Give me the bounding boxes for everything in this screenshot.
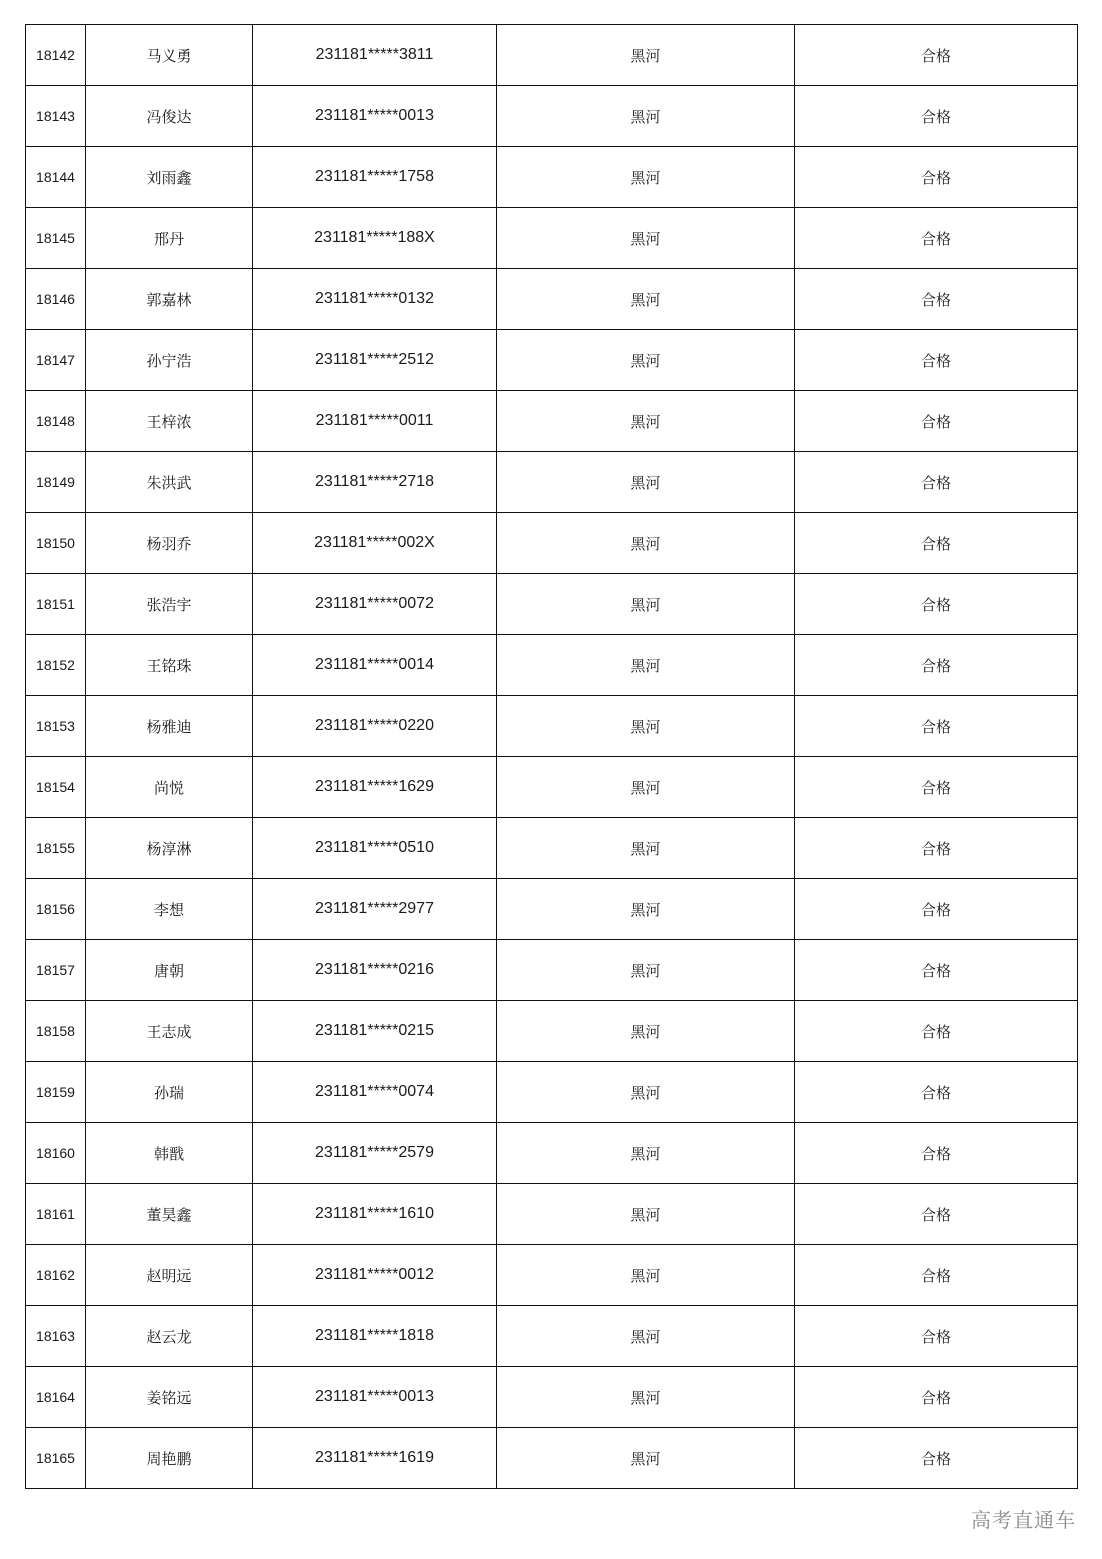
status-cell: 合格 bbox=[795, 757, 1078, 818]
region-cell: 黑河 bbox=[497, 635, 795, 696]
table-row bbox=[26, 391, 1078, 452]
id-number-cell: 231181*****2718 bbox=[253, 452, 497, 513]
row-number-cell: 18143 bbox=[26, 86, 86, 147]
region-cell: 黑河 bbox=[497, 269, 795, 330]
row-number-cell: 18153 bbox=[26, 696, 86, 757]
region-cell: 黑河 bbox=[497, 757, 795, 818]
status-cell: 合格 bbox=[795, 513, 1078, 574]
status-cell: 合格 bbox=[795, 1367, 1078, 1428]
table-row bbox=[26, 1062, 1078, 1123]
region-cell: 黑河 bbox=[497, 208, 795, 269]
name-cell: 赵云龙 bbox=[86, 1306, 253, 1367]
watermark-text: 高考直通车 bbox=[971, 1508, 1076, 1532]
id-number-cell: 231181*****0072 bbox=[253, 574, 497, 635]
region-cell: 黑河 bbox=[497, 330, 795, 391]
results-sheet bbox=[25, 24, 1077, 1489]
region-cell: 黑河 bbox=[497, 1184, 795, 1245]
region-cell: 黑河 bbox=[497, 1306, 795, 1367]
status-cell: 合格 bbox=[795, 1306, 1078, 1367]
id-number-cell: 231181*****2512 bbox=[253, 330, 497, 391]
row-number-cell: 18149 bbox=[26, 452, 86, 513]
status-cell: 合格 bbox=[795, 86, 1078, 147]
name-cell: 唐朝 bbox=[86, 940, 253, 1001]
row-number-cell: 18144 bbox=[26, 147, 86, 208]
region-cell: 黑河 bbox=[497, 1367, 795, 1428]
row-number-cell: 18142 bbox=[26, 25, 86, 86]
id-number-cell: 231181*****188X bbox=[253, 208, 497, 269]
status-cell: 合格 bbox=[795, 147, 1078, 208]
row-number-cell: 18157 bbox=[26, 940, 86, 1001]
region-cell: 黑河 bbox=[497, 1123, 795, 1184]
region-cell: 黑河 bbox=[497, 818, 795, 879]
region-cell: 黑河 bbox=[497, 391, 795, 452]
table-row bbox=[26, 1367, 1078, 1428]
name-cell: 孙瑞 bbox=[86, 1062, 253, 1123]
id-number-cell: 231181*****002X bbox=[253, 513, 497, 574]
name-cell: 孙宁浩 bbox=[86, 330, 253, 391]
name-cell: 韩戬 bbox=[86, 1123, 253, 1184]
row-number-cell: 18154 bbox=[26, 757, 86, 818]
status-cell: 合格 bbox=[795, 330, 1078, 391]
id-number-cell: 231181*****1818 bbox=[253, 1306, 497, 1367]
table-row bbox=[26, 574, 1078, 635]
region-cell: 黑河 bbox=[497, 879, 795, 940]
region-cell: 黑河 bbox=[497, 452, 795, 513]
row-number-cell: 18155 bbox=[26, 818, 86, 879]
table-row bbox=[26, 818, 1078, 879]
row-number-cell: 18164 bbox=[26, 1367, 86, 1428]
name-cell: 刘雨鑫 bbox=[86, 147, 253, 208]
row-number-cell: 18151 bbox=[26, 574, 86, 635]
name-cell: 王梓浓 bbox=[86, 391, 253, 452]
row-number-cell: 18145 bbox=[26, 208, 86, 269]
name-cell: 杨羽乔 bbox=[86, 513, 253, 574]
table-row bbox=[26, 940, 1078, 1001]
row-number-cell: 18163 bbox=[26, 1306, 86, 1367]
table-row bbox=[26, 86, 1078, 147]
name-cell: 杨淳淋 bbox=[86, 818, 253, 879]
table-row bbox=[26, 25, 1078, 86]
id-number-cell: 231181*****2579 bbox=[253, 1123, 497, 1184]
status-cell: 合格 bbox=[795, 25, 1078, 86]
region-cell: 黑河 bbox=[497, 1062, 795, 1123]
row-number-cell: 18156 bbox=[26, 879, 86, 940]
id-number-cell: 231181*****0013 bbox=[253, 1367, 497, 1428]
id-number-cell: 231181*****1619 bbox=[253, 1428, 497, 1489]
table-row bbox=[26, 757, 1078, 818]
row-number-cell: 18152 bbox=[26, 635, 86, 696]
status-cell: 合格 bbox=[795, 574, 1078, 635]
table-row bbox=[26, 635, 1078, 696]
row-number-cell: 18150 bbox=[26, 513, 86, 574]
name-cell: 董昊鑫 bbox=[86, 1184, 253, 1245]
status-cell: 合格 bbox=[795, 635, 1078, 696]
status-cell: 合格 bbox=[795, 452, 1078, 513]
table-row bbox=[26, 1001, 1078, 1062]
id-number-cell: 231181*****0074 bbox=[253, 1062, 497, 1123]
status-cell: 合格 bbox=[795, 818, 1078, 879]
name-cell: 朱洪武 bbox=[86, 452, 253, 513]
results-table bbox=[25, 24, 1078, 1489]
status-cell: 合格 bbox=[795, 940, 1078, 1001]
status-cell: 合格 bbox=[795, 1184, 1078, 1245]
id-number-cell: 231181*****0011 bbox=[253, 391, 497, 452]
region-cell: 黑河 bbox=[497, 574, 795, 635]
table-row bbox=[26, 1245, 1078, 1306]
region-cell: 黑河 bbox=[497, 1245, 795, 1306]
region-cell: 黑河 bbox=[497, 1001, 795, 1062]
id-number-cell: 231181*****0132 bbox=[253, 269, 497, 330]
table-row bbox=[26, 1123, 1078, 1184]
name-cell: 邢丹 bbox=[86, 208, 253, 269]
table-row bbox=[26, 1306, 1078, 1367]
id-number-cell: 231181*****0215 bbox=[253, 1001, 497, 1062]
id-number-cell: 231181*****0012 bbox=[253, 1245, 497, 1306]
region-cell: 黑河 bbox=[497, 696, 795, 757]
id-number-cell: 231181*****1758 bbox=[253, 147, 497, 208]
table-row bbox=[26, 330, 1078, 391]
id-number-cell: 231181*****2977 bbox=[253, 879, 497, 940]
region-cell: 黑河 bbox=[497, 940, 795, 1001]
name-cell: 郭嘉林 bbox=[86, 269, 253, 330]
table-row bbox=[26, 147, 1078, 208]
name-cell: 周艳鹏 bbox=[86, 1428, 253, 1489]
id-number-cell: 231181*****1629 bbox=[253, 757, 497, 818]
table-row bbox=[26, 513, 1078, 574]
name-cell: 冯俊达 bbox=[86, 86, 253, 147]
status-cell: 合格 bbox=[795, 1123, 1078, 1184]
row-number-cell: 18161 bbox=[26, 1184, 86, 1245]
id-number-cell: 231181*****0220 bbox=[253, 696, 497, 757]
region-cell: 黑河 bbox=[497, 86, 795, 147]
status-cell: 合格 bbox=[795, 1001, 1078, 1062]
name-cell: 王志成 bbox=[86, 1001, 253, 1062]
table-row bbox=[26, 879, 1078, 940]
name-cell: 姜铭远 bbox=[86, 1367, 253, 1428]
status-cell: 合格 bbox=[795, 1428, 1078, 1489]
status-cell: 合格 bbox=[795, 696, 1078, 757]
id-number-cell: 231181*****0014 bbox=[253, 635, 497, 696]
name-cell: 王铭珠 bbox=[86, 635, 253, 696]
id-number-cell: 231181*****0013 bbox=[253, 86, 497, 147]
row-number-cell: 18148 bbox=[26, 391, 86, 452]
id-number-cell: 231181*****3811 bbox=[253, 25, 497, 86]
name-cell: 马义勇 bbox=[86, 25, 253, 86]
table-row bbox=[26, 1428, 1078, 1489]
status-cell: 合格 bbox=[795, 269, 1078, 330]
table-row bbox=[26, 696, 1078, 757]
table-row bbox=[26, 1184, 1078, 1245]
region-cell: 黑河 bbox=[497, 25, 795, 86]
id-number-cell: 231181*****0510 bbox=[253, 818, 497, 879]
row-number-cell: 18159 bbox=[26, 1062, 86, 1123]
status-cell: 合格 bbox=[795, 879, 1078, 940]
region-cell: 黑河 bbox=[497, 1428, 795, 1489]
name-cell: 李想 bbox=[86, 879, 253, 940]
results-table-body bbox=[26, 25, 1078, 1489]
row-number-cell: 18158 bbox=[26, 1001, 86, 1062]
table-row bbox=[26, 208, 1078, 269]
name-cell: 赵明远 bbox=[86, 1245, 253, 1306]
row-number-cell: 18160 bbox=[26, 1123, 86, 1184]
status-cell: 合格 bbox=[795, 1062, 1078, 1123]
region-cell: 黑河 bbox=[497, 513, 795, 574]
status-cell: 合格 bbox=[795, 1245, 1078, 1306]
row-number-cell: 18165 bbox=[26, 1428, 86, 1489]
name-cell: 杨雅迪 bbox=[86, 696, 253, 757]
name-cell: 张浩宇 bbox=[86, 574, 253, 635]
row-number-cell: 18162 bbox=[26, 1245, 86, 1306]
row-number-cell: 18146 bbox=[26, 269, 86, 330]
status-cell: 合格 bbox=[795, 391, 1078, 452]
table-row bbox=[26, 269, 1078, 330]
name-cell: 尚悦 bbox=[86, 757, 253, 818]
id-number-cell: 231181*****1610 bbox=[253, 1184, 497, 1245]
id-number-cell: 231181*****0216 bbox=[253, 940, 497, 1001]
region-cell: 黑河 bbox=[497, 147, 795, 208]
row-number-cell: 18147 bbox=[26, 330, 86, 391]
status-cell: 合格 bbox=[795, 208, 1078, 269]
table-row bbox=[26, 452, 1078, 513]
